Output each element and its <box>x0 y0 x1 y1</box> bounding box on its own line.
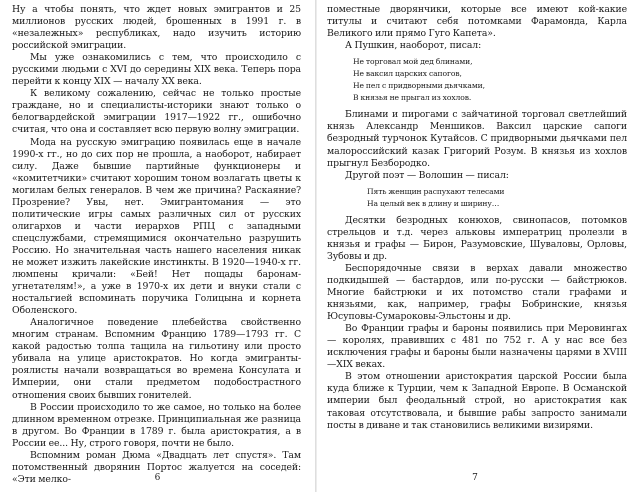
poem-line: Пять женщин распухают телесами <box>367 186 505 196</box>
paragraph: В этом отношении аристократия царской России была куда ближе к Турции, чем к Западной Европе. В Османской империи был феодальный строй, но аристократия как таковая отсутствовала, и бывшие рабы запросто занимали посты в диване и так становились великими визирями. <box>327 371 627 431</box>
paragraph: К великому сожалению, сейчас не только простые граждане, но и специалисты-историки знают только о белогвардейской эмиграции 1917—1922 гг., ошибочно считая, что она и составляет всю первую волну эмиграции. <box>12 88 301 136</box>
pushkin-poem <box>327 56 627 104</box>
left-page <box>0 0 315 492</box>
poem-line: Не ваксил царских сапогов, <box>353 69 462 79</box>
paragraph: Ну а чтобы понять, что ждет новых эмигрантов и 25 миллионов русских людей, брошенных в 1991 г. в «незалежных» республиках, надо изучить историю российской эмиграции. <box>12 4 301 52</box>
poem-line: На целый век в длину и ширину… <box>367 198 500 208</box>
poem-line: В князья не прыгал из хохлов. <box>353 93 472 103</box>
voloshin-poem <box>327 186 627 210</box>
poem-line: Не пел с придворными дьячками, <box>353 81 485 91</box>
paragraph: поместные дворянчики, которые все имеют кой-какие титулы и считают себя потомками Фарамонда, Карла Великого или прямо Гуго Капета». <box>327 4 627 40</box>
paragraph: Другой поэт — Волошин — писал: <box>345 169 509 181</box>
right-page <box>315 0 635 492</box>
paragraph: Беспорядочные связи в верхах давали множество подкидышей — бастардов, или по-русски — байстрюков. Многие байстрюки и их потомство стали графами и князьями, как, например, графы Бобринские, князья Юсуповы-Сумароковы-Эльстоны и др. <box>327 262 627 323</box>
paragraph: А Пушкин, наоборот, писал: <box>345 40 482 52</box>
paragraph: Мода на русскую эмиграцию появилась еще в начале 1990-х гг., но до сих пор не прошла, а наоборот, набирает силу. Даже бывшие партийные функционеры и «комитетчики» считают хорошим тоном возлагать цветы к могилам белых генералов. В чем же причина? Раскаяние? Прозрение? Увы, нет. Эмигрантомания — это политические игры самых различных сил от русских олигархов и части иерархов РПЦ с западными спецслужбами, стремящимися окончательно разрушить Россию. Но значительная часть нашего населения никак не может изжить лакейские инстинкты. В 1920—1940-х гг. люмпены кричали: «Бей! Нет пощады баронам-угнетателям!», а уже в 1970-х их дети и внуки стали с ностальгией вспоминать поручика Голицына и корнета Оболенского. <box>12 136 301 317</box>
paragraph: Во Франции графы и бароны появились при Меровингах — королях, правивших с 481 по 752 г. А у нас все без исключения графы и бароны были назначены царями в XVIII—XIX веках. <box>327 323 627 371</box>
paragraph: Аналогичное поведение плебейства свойственно многим странам. Вспомним Францию 1789—1793 гг. С какой радостью толпа тащила на гильотину или просто убивала на улице аристократов. Но когда эмигранты-роялисты начали возвращаться во времена Консулата и Империи, они стали предметом подобострастного отношения своих бывших гонителей. <box>12 317 301 401</box>
paragraph: Мы уже ознакомились с тем, что происходило с русскими людьми с XVI до середины XIX века. Теперь пора перейти к концу XIX — началу XX века. <box>12 52 301 88</box>
paragraph: Вспомним роман Дюма «Двадцать лет спустя». Там потомственный дворянин Портос жалуется на соседей: «Эти мелко- <box>12 449 301 485</box>
paragraph: В России происходило то же самое, но только на более длинном временном отрезке. Принципиальная же разница в другом. Во Франции в 1789 г. была аристократия, а в России ее... Ну, строго говоря, почти не было. <box>12 401 301 449</box>
page-number: 6 <box>154 472 161 483</box>
poem-line: Не торговал мой дед блинами, <box>353 57 473 67</box>
page-number: 7 <box>472 472 478 483</box>
paragraph: Блинами и пирогами с зайчатиной торговал светлейший князь Александр Меншиков. Ваксил царские сапоги безродный турчонок Кутайсов. С придворными дьячками пел малороссийский казак Григорий Розум. В князья из хохлов прыгнул Безбородко. <box>327 109 627 169</box>
paragraph: Десятки безродных конюхов, свинопасов, потомков стрельцов и т.д. через альковы императриц пролезли в князья и графы — Бирон, Разумовские, Шуваловы, Орловы, Зубовы и др. <box>327 214 627 262</box>
